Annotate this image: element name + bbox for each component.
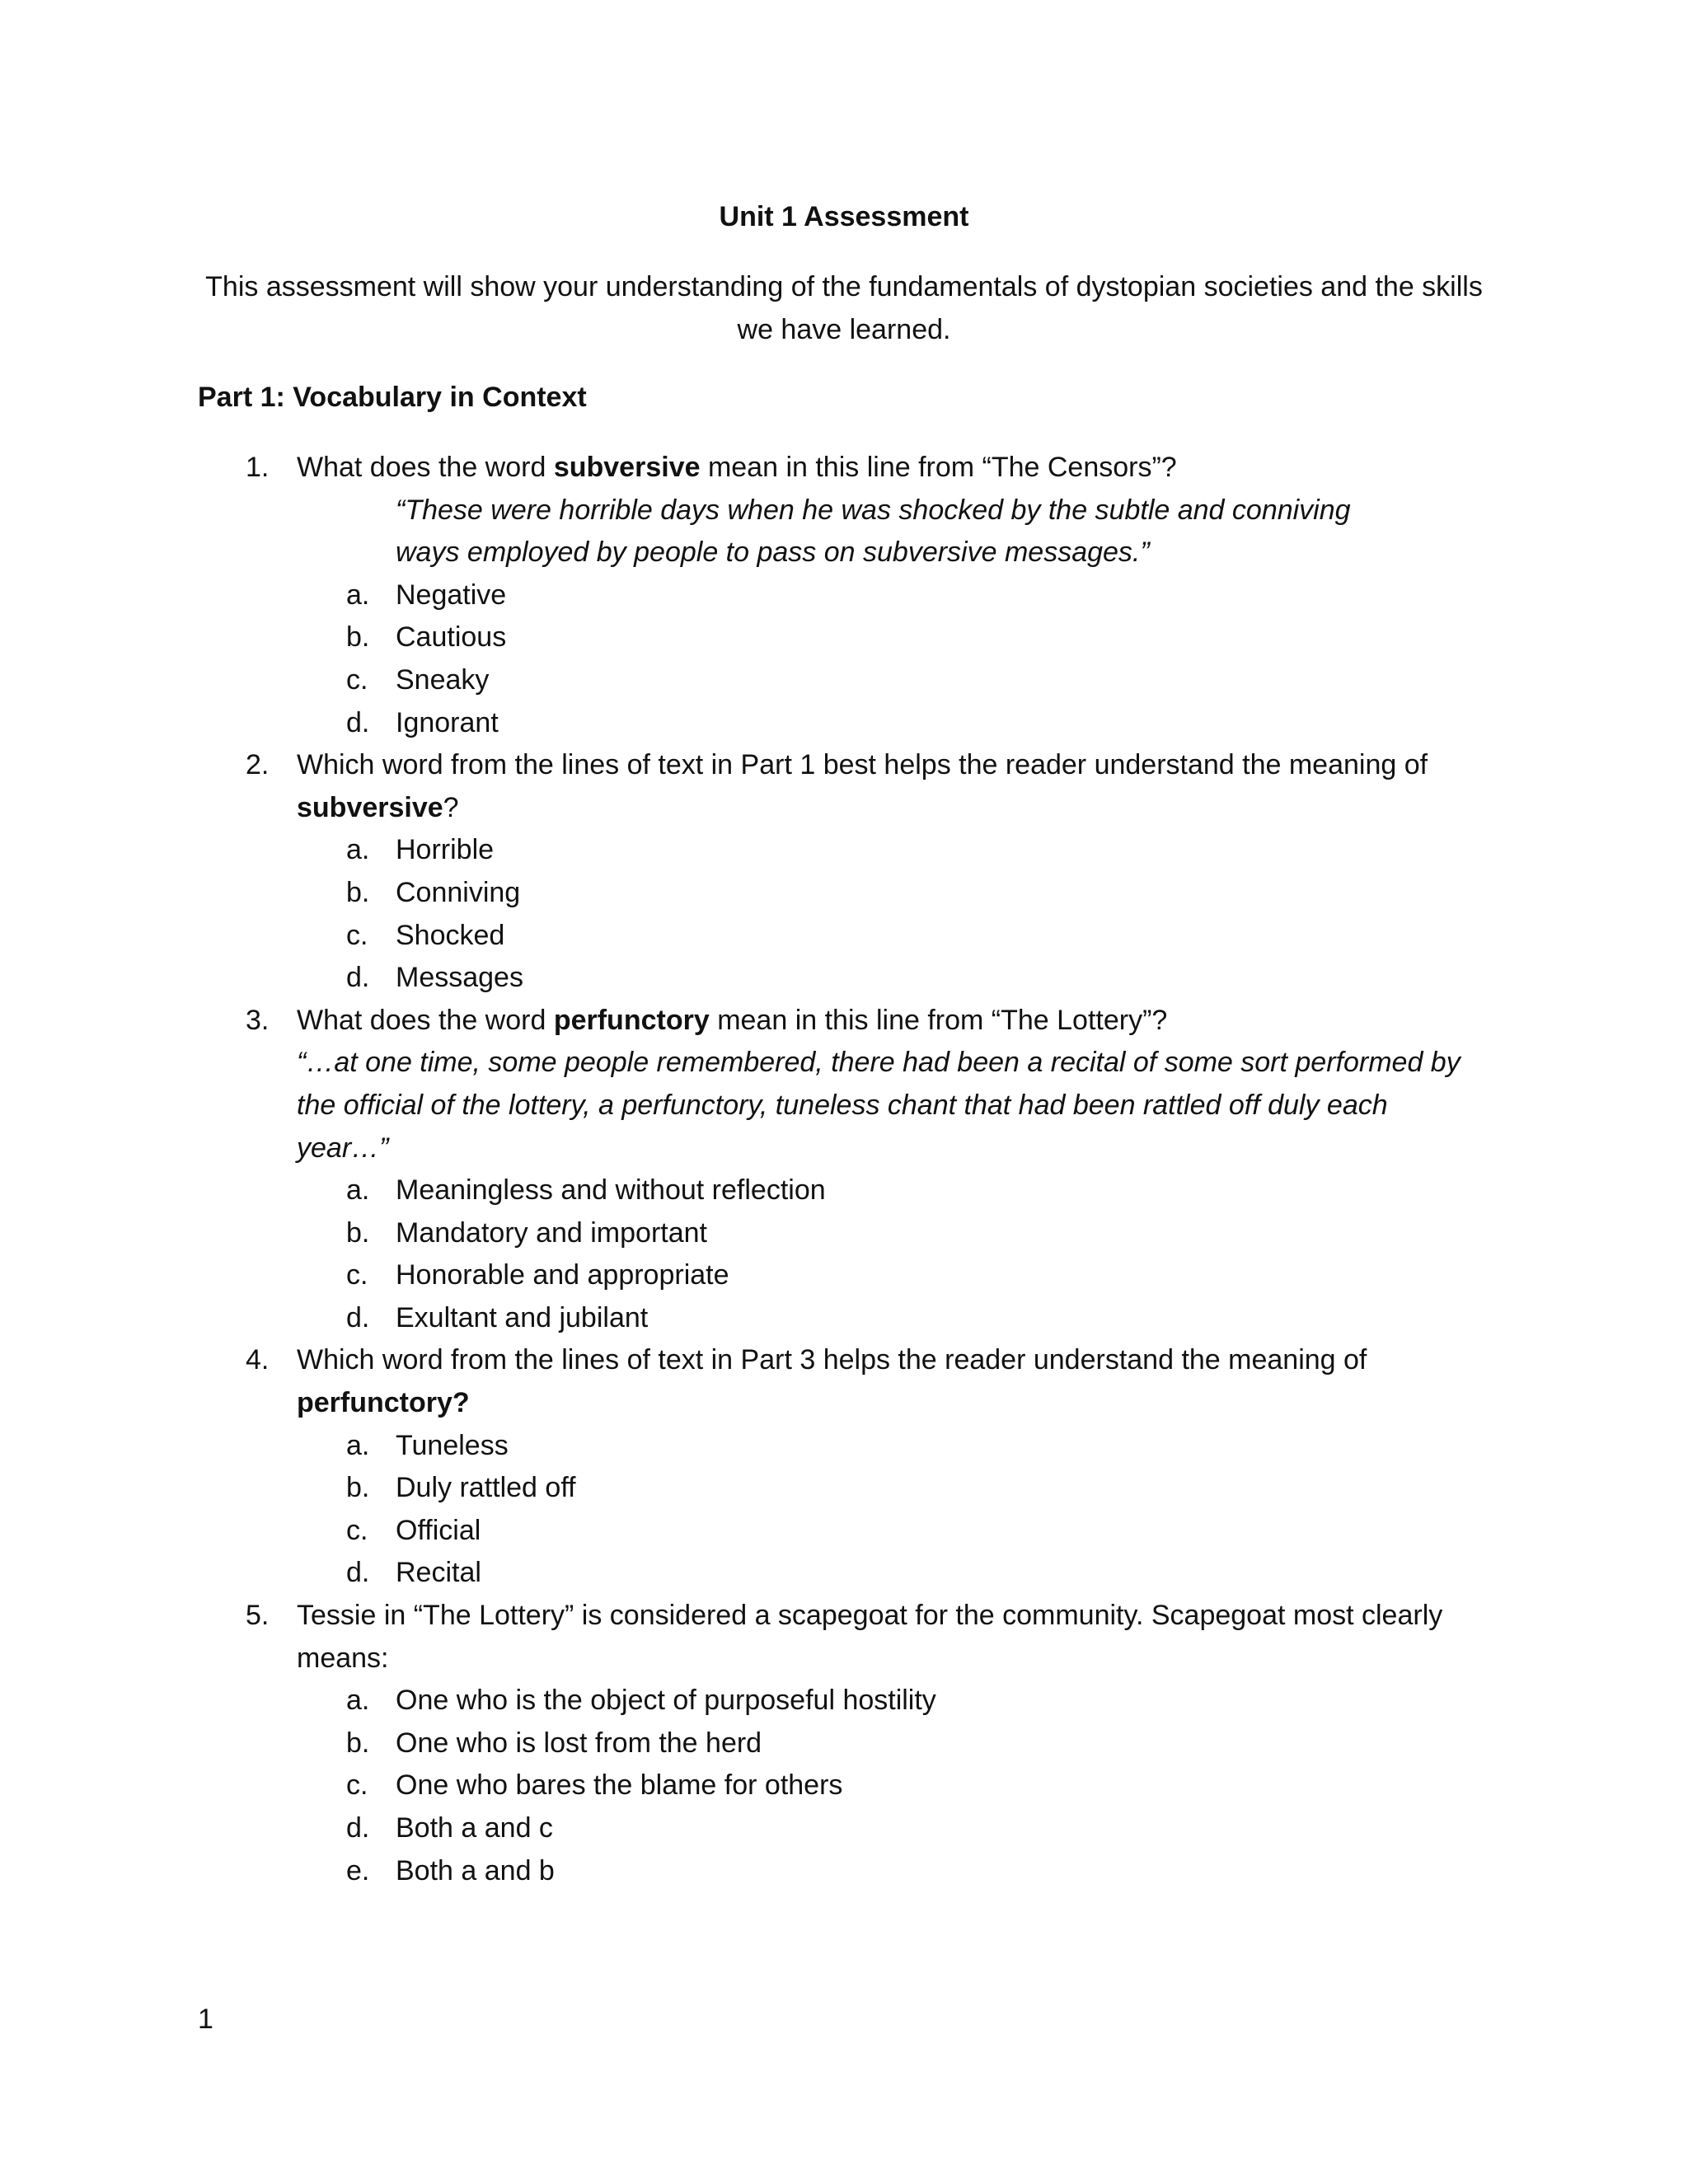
question-text-part: mean in this line from “The Censors”? (700, 452, 1177, 483)
option-text: Conniving (396, 876, 521, 908)
option-text: Shocked (396, 919, 505, 951)
option-text: Honorable and appropriate (396, 1259, 729, 1291)
answer-option[interactable] (0, 1850, 1688, 1893)
option-letter: b. (346, 621, 370, 654)
option-letter: c. (346, 1514, 368, 1546)
option-text: Horrible (396, 834, 495, 866)
option-text: One who bares the blame for others (396, 1769, 843, 1802)
option-letter: d. (346, 1557, 370, 1589)
option-letter: a. (346, 579, 370, 611)
answer-option[interactable] (0, 1510, 1688, 1553)
option-letter: b. (346, 1727, 370, 1759)
option-text: Cautious (396, 621, 507, 654)
question-text-part: What does the word (297, 1004, 554, 1036)
option-letter: a. (346, 834, 370, 866)
option-letter: e. (346, 1854, 370, 1886)
option-text: Tuneless (396, 1429, 509, 1461)
option-letter: c. (346, 663, 368, 696)
quote-line: the official of the lottery, a perfunctory, tuneless chant that had been rattled off duly each (297, 1089, 1388, 1121)
answer-option[interactable] (0, 1680, 1688, 1722)
option-letter: b. (346, 1472, 370, 1504)
question-1 (0, 447, 1688, 490)
question-text-continued: means: (297, 1642, 389, 1674)
question-text: Which word from the lines of text in Part 3 helps the reader understand the meaning of (297, 1344, 1367, 1376)
question-text (297, 447, 1177, 490)
option-letter: c. (346, 1769, 368, 1802)
question-text-continued (297, 787, 459, 830)
option-letter: d. (346, 706, 370, 738)
quote-line: year…” (297, 1132, 389, 1164)
answer-option[interactable] (0, 1297, 1688, 1340)
question-text-part: ? (443, 791, 459, 823)
question-number: 3. (246, 1004, 270, 1036)
question-number: 4. (246, 1344, 270, 1376)
answer-option[interactable] (0, 616, 1688, 659)
question-2 (0, 744, 1688, 787)
vocab-word: perfunctory (553, 1004, 710, 1036)
option-letter: d. (346, 1812, 370, 1844)
question-number: 1. (246, 452, 270, 483)
question-text: Which word from the lines of text in Part 1 best helps the reader understand the meaning of (297, 749, 1428, 781)
question-text-part: mean in this line from “The Lottery”? (709, 1004, 1168, 1036)
option-letter: b. (346, 1216, 370, 1249)
answer-option[interactable] (0, 659, 1688, 702)
option-letter: a. (346, 1685, 370, 1717)
question-text-continued (297, 1382, 470, 1425)
answer-option[interactable] (0, 1425, 1688, 1468)
intro-line: we have learned. (737, 314, 951, 345)
page-number: 1 (198, 2004, 213, 2035)
part-heading: Part 1: Vocabulary in Context (198, 382, 587, 413)
question-text: Tessie in “The Lottery” is considered a scapegoat for the community. Scapegoat most clearly (297, 1600, 1443, 1632)
answer-option[interactable] (0, 1467, 1688, 1510)
option-letter: d. (346, 962, 370, 994)
intro-paragraph (198, 265, 1490, 351)
document-title: Unit 1 Assessment (719, 201, 969, 232)
answer-option[interactable] (0, 702, 1688, 745)
option-text: Meaningless and without reflection (396, 1174, 826, 1207)
option-text: Recital (396, 1557, 481, 1589)
answer-option[interactable] (0, 829, 1688, 872)
question-number: 2. (246, 749, 270, 781)
option-letter: c. (346, 1259, 368, 1291)
option-text: Ignorant (396, 706, 499, 738)
answer-option[interactable] (0, 1807, 1688, 1850)
answer-option[interactable] (0, 1722, 1688, 1765)
vocab-word: perfunctory? (297, 1387, 470, 1419)
option-text: Duly rattled off (396, 1472, 576, 1504)
option-text: Official (396, 1514, 481, 1546)
question-list (0, 447, 1688, 1892)
question-number: 5. (246, 1600, 270, 1632)
quote-line: “…at one time, some people remembered, there had been a recital of some sort performed by (297, 1047, 1461, 1079)
option-text: Both a and b (396, 1854, 555, 1886)
answer-option[interactable] (0, 872, 1688, 915)
option-letter: c. (346, 919, 368, 951)
option-text: One who is lost from the herd (396, 1727, 762, 1759)
answer-option[interactable] (0, 574, 1688, 617)
option-text: One who is the object of purposeful hostility (396, 1685, 936, 1717)
option-text: Messages (396, 962, 523, 994)
answer-option[interactable] (0, 1552, 1688, 1595)
question-5 (0, 1595, 1688, 1638)
option-text: Mandatory and important (396, 1216, 707, 1249)
option-text: Sneaky (396, 663, 490, 696)
question-4 (0, 1339, 1688, 1382)
answer-option[interactable] (0, 1169, 1688, 1212)
option-letter: b. (346, 876, 370, 908)
question-3 (0, 1000, 1688, 1043)
question-text-part: What does the word (297, 452, 554, 483)
option-letter: d. (346, 1301, 370, 1333)
answer-option[interactable] (0, 915, 1688, 958)
answer-option[interactable] (0, 1212, 1688, 1255)
option-letter: a. (346, 1174, 370, 1207)
option-text: Negative (396, 579, 507, 611)
quote-line: “These were horrible days when he was shocked by the subtle and conniving (396, 494, 1351, 526)
answer-option[interactable] (0, 1254, 1688, 1297)
option-text: Exultant and jubilant (396, 1301, 649, 1333)
answer-option[interactable] (0, 957, 1688, 1000)
intro-line: This assessment will show your understanding of the fundamentals of dystopian societies and the skills (205, 271, 1483, 302)
option-text: Both a and c (396, 1812, 553, 1844)
vocab-word: subversive (553, 452, 701, 483)
vocab-word: subversive (297, 791, 443, 823)
answer-option[interactable] (0, 1765, 1688, 1807)
option-letter: a. (346, 1429, 370, 1461)
question-text (297, 1000, 1167, 1043)
quote-line: ways employed by people to pass on subversive messages.” (396, 537, 1150, 569)
